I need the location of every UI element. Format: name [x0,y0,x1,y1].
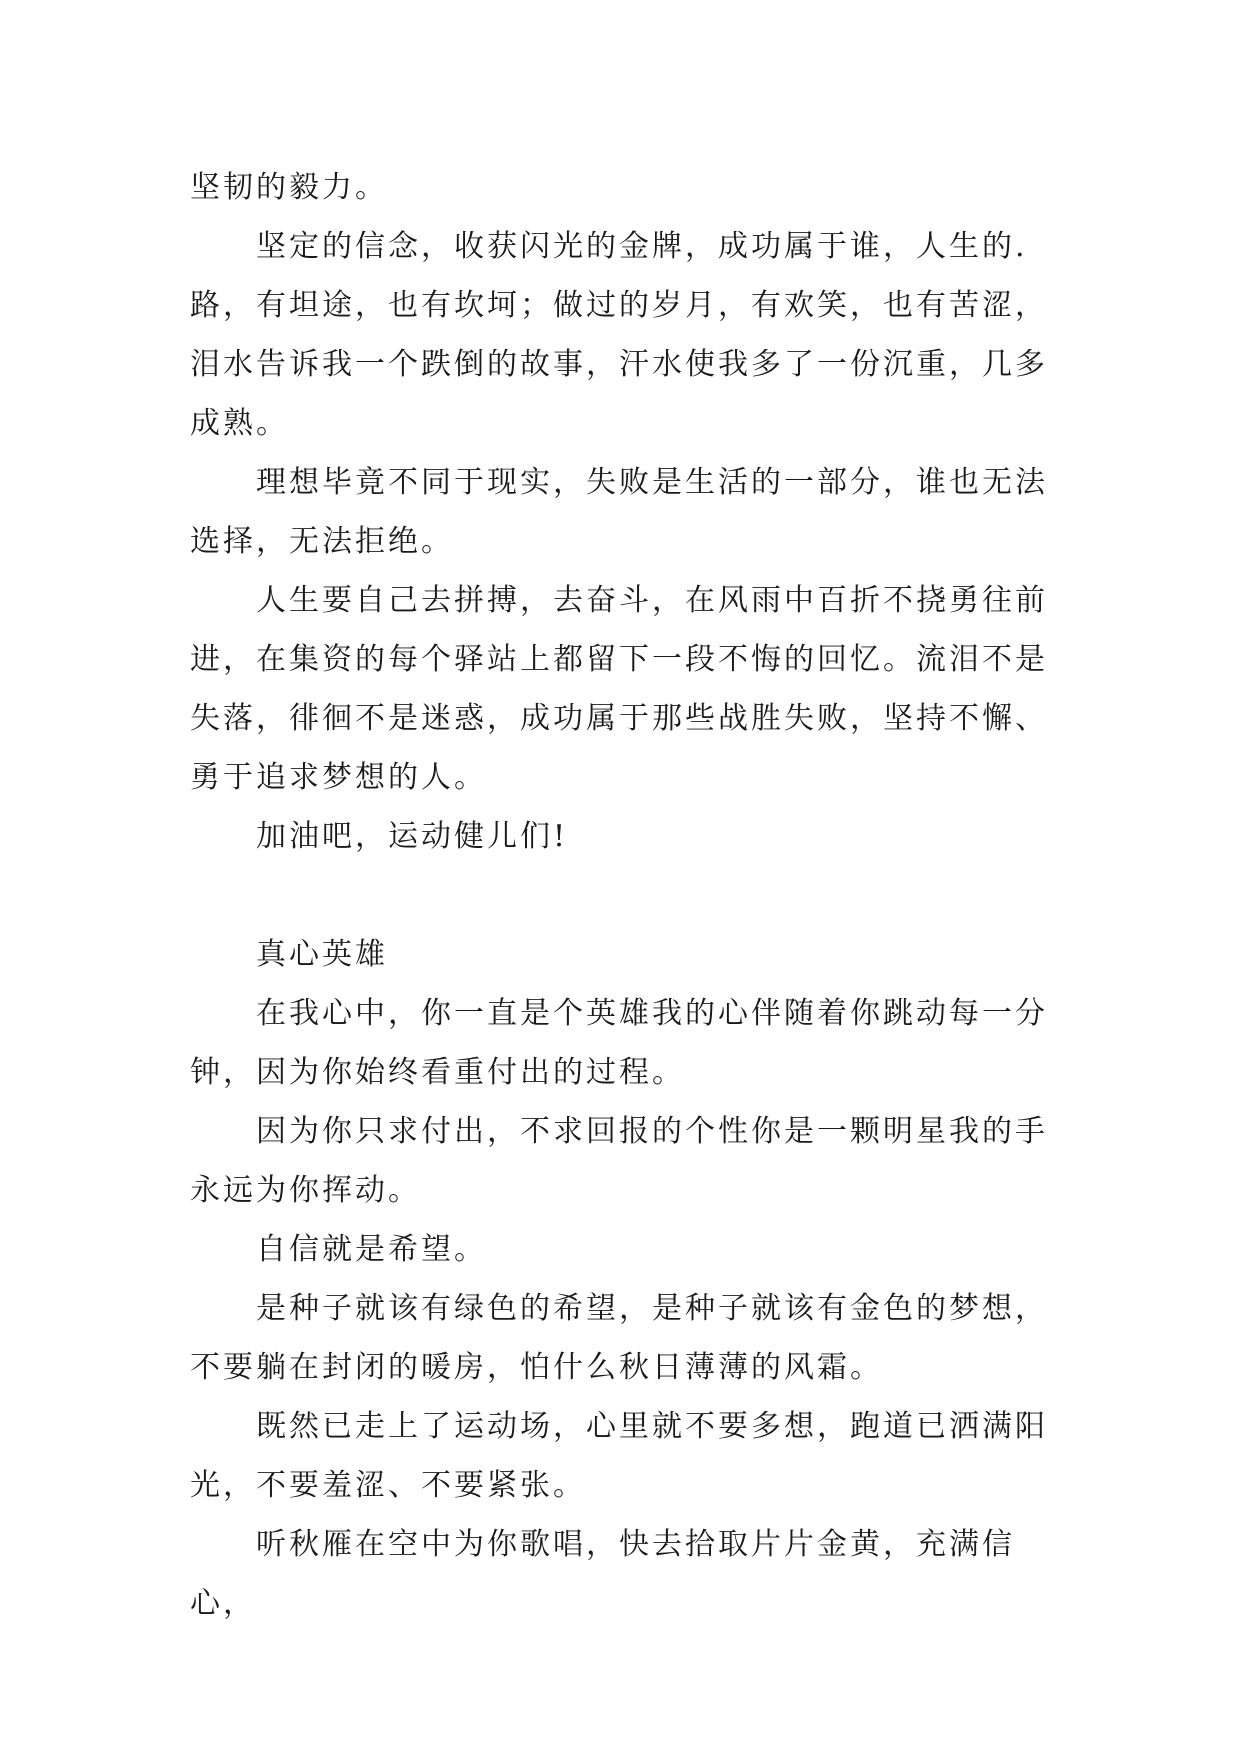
paragraph: 因为你只求付出，不求回报的个性你是一颗明星我的手永远为你挥动。 [190,1114,1048,1208]
document-body [190,158,1070,1633]
paragraph-continuation: 坚韧的毅力。 [190,170,388,205]
paragraph: 是种子就该有绿色的希望，是种子就该有金色的梦想，不要躺在封闭的暖房，怕什么秋日薄薄的风霜。 [190,1291,1048,1385]
paragraph: 理想毕竟不同于现实，失败是生活的一部分，谁也无法选择，无法拒绝。 [190,465,1048,559]
paragraph: 加油吧，运动健儿们! [256,819,569,854]
paragraph: 听秋雁在空中为你歌唱，快去拾取片片金黄，充满信心， [190,1527,1015,1621]
paragraph: 人生要自己去拼搏，去奋斗，在风雨中百折不挠勇往前进，在集资的每个驿站上都留下一段不悔的回忆。流泪不是失落，徘徊不是迷惑，成功属于那些战胜失败，坚持不懈、勇于追求梦想的人。 [190,583,1048,795]
section-title: 真心英雄 [256,937,388,972]
paragraph: 既然已走上了运动场，心里就不要多想，跑道已洒满阳光，不要羞涩、不要紧张。 [190,1409,1048,1503]
paragraph: 在我心中，你一直是个英雄我的心伴随着你跳动每一分钟，因为你始终看重付出的过程。 [190,996,1048,1090]
paragraph: 坚定的信念，收获闪光的金牌，成功属于谁，人生的.路，有坦途，也有坎坷；做过的岁月，有欢笑，也有苦涩，泪水告诉我一个跌倒的故事，汗水使我多了一份沉重，几多成熟。 [190,229,1048,441]
paragraph: 自信就是希望。 [256,1232,487,1267]
blank-line [190,866,1070,925]
